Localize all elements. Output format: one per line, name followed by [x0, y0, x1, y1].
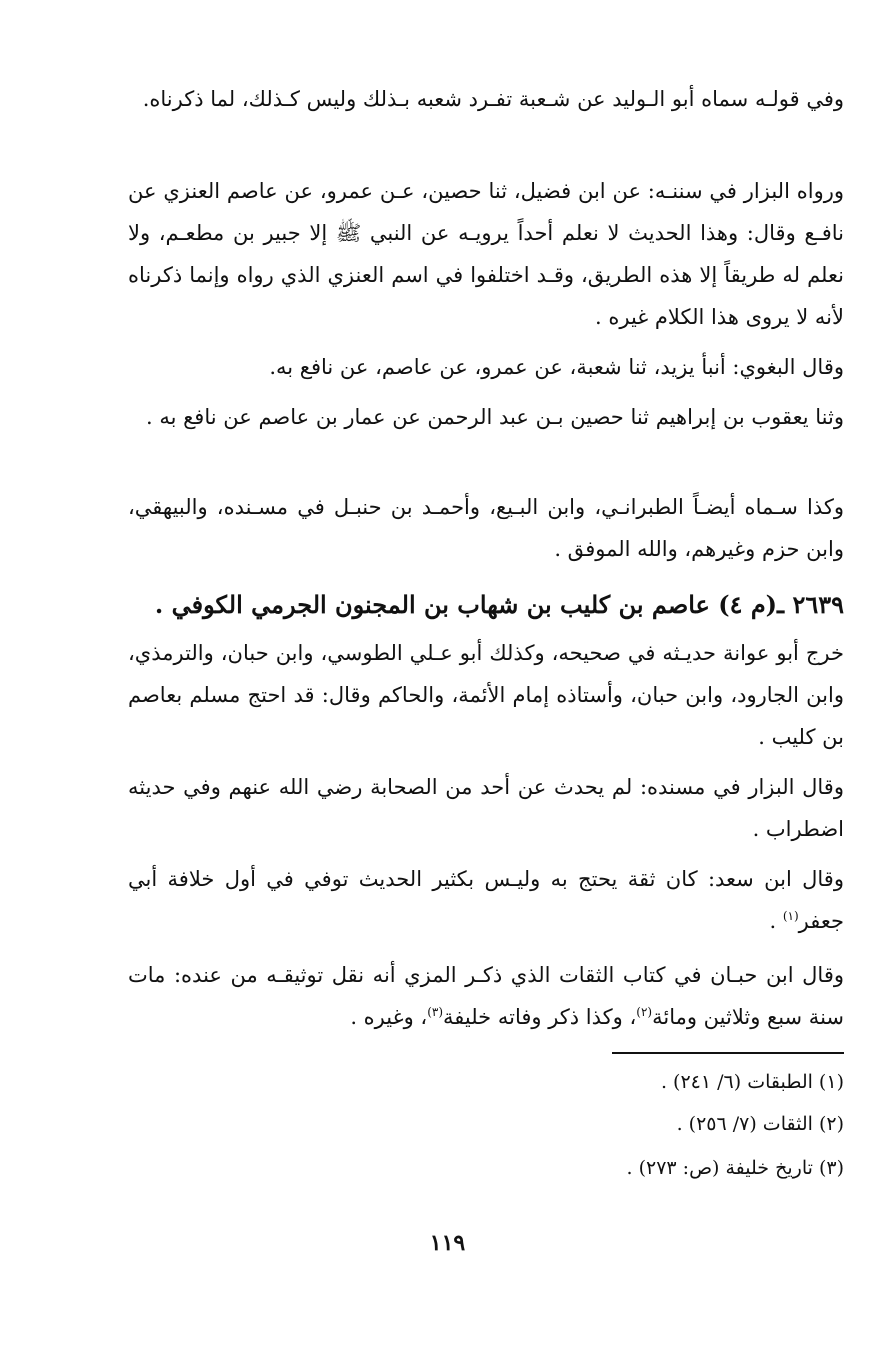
paragraph-9-part-b: ، وكذا ذكر وفاته خليفة: [443, 1005, 637, 1029]
paragraph-9: [128, 954, 844, 1038]
footnote-ref-3: (٣): [427, 1005, 444, 1019]
footnote-ref-1: (١): [782, 909, 799, 923]
paragraph-7: وقال البزار في مسنده: لم يحدث عن أحد من الصحابة رضي الله عنهم وفي حديثه اضطراب .: [128, 775, 844, 841]
paragraph-9-part-a: وقال ابن حبـان في كتاب الثقات الذي ذكـر المزي أنه نقل توثيقـه من عنده: مات سنة سبع وثلاثين ومائة: [128, 963, 844, 1029]
paragraph-8: [128, 858, 844, 942]
paragraph-8-end: .: [769, 909, 783, 933]
paragraph-4: وثنا يعقوب بن إبراهيم ثنا حصين بـن عبد الرحمن عن عمار بن عاصم عن نافع به .: [145, 405, 844, 429]
paragraph-9-part-c: ، وغيره .: [350, 1005, 428, 1029]
page-number: ١١٩: [429, 1230, 466, 1256]
paragraph-3: وقال البغوي: أنبأ يزيد، ثنا شعبة، عن عمرو، عن عاصم، عن نافع به.: [269, 355, 844, 379]
paragraph-5: وكذا سـماه أيضـاً الطبرانـي، وابن البـيع، وأحمـد بن حنبـل في مسـنده، والبيهقي، وابن حزم وغيرهم، والله الموفق .: [128, 495, 845, 561]
paragraph-8-text: وقال ابن سعد: كان ثقة يحتج به وليـس بكثير الحديث توفي في أول خلافة أبي جعفر: [128, 867, 844, 933]
paragraph-1: وفي قولـه سماه أبو الـوليد عن شـعبة تفـرد شعبه بـذلك وليس كـذلك، لما ذكرناه.: [142, 87, 844, 111]
paragraph-2: ورواه البزار في سننـه: عن ابن فضيل، ثنا حصين، عـن عمرو، عن عاصم العنزي عن نافـع وقال: وهذا الحديث لا نعلم أحداً يرويـه عن النبي ﷺ إلا جبير بن مطعـم، ولا نعلم له طريقاً إلا هذه الطريق، وقـد اختلفوا في اسم العنزي الذي رواه وإنما ذكرناه لأنه لا يروى هذا الكلام غيره .: [128, 179, 844, 329]
footnote-divider: [612, 1052, 844, 1054]
footnote-3: (٣) تاريخ خليفة (ص: ٢٧٣) .: [626, 1157, 844, 1179]
entry-heading: ٢٦٣٩ ـ(م ٤) عاصم بن كليب بن شهاب بن المجنون الجرمي الكوفي .: [154, 590, 844, 619]
footnote-1: (١) الطبقات (٦/ ٢٤١) .: [660, 1071, 844, 1093]
footnote-ref-2: (٢): [636, 1005, 653, 1019]
footnote-2: (٢) الثقات (٧/ ٢٥٦) .: [676, 1113, 844, 1135]
paragraph-6: خرج أبو عوانة حديـثه في صحيحه، وكذلك أبو عـلي الطوسي، وابن حبان، والترمذي، وابن الجارود، وابن حبان، وأستاذه إمام الأئمة، والحاكم وقال: قد احتج مسلم بعاصم بن كليب .: [128, 641, 844, 749]
